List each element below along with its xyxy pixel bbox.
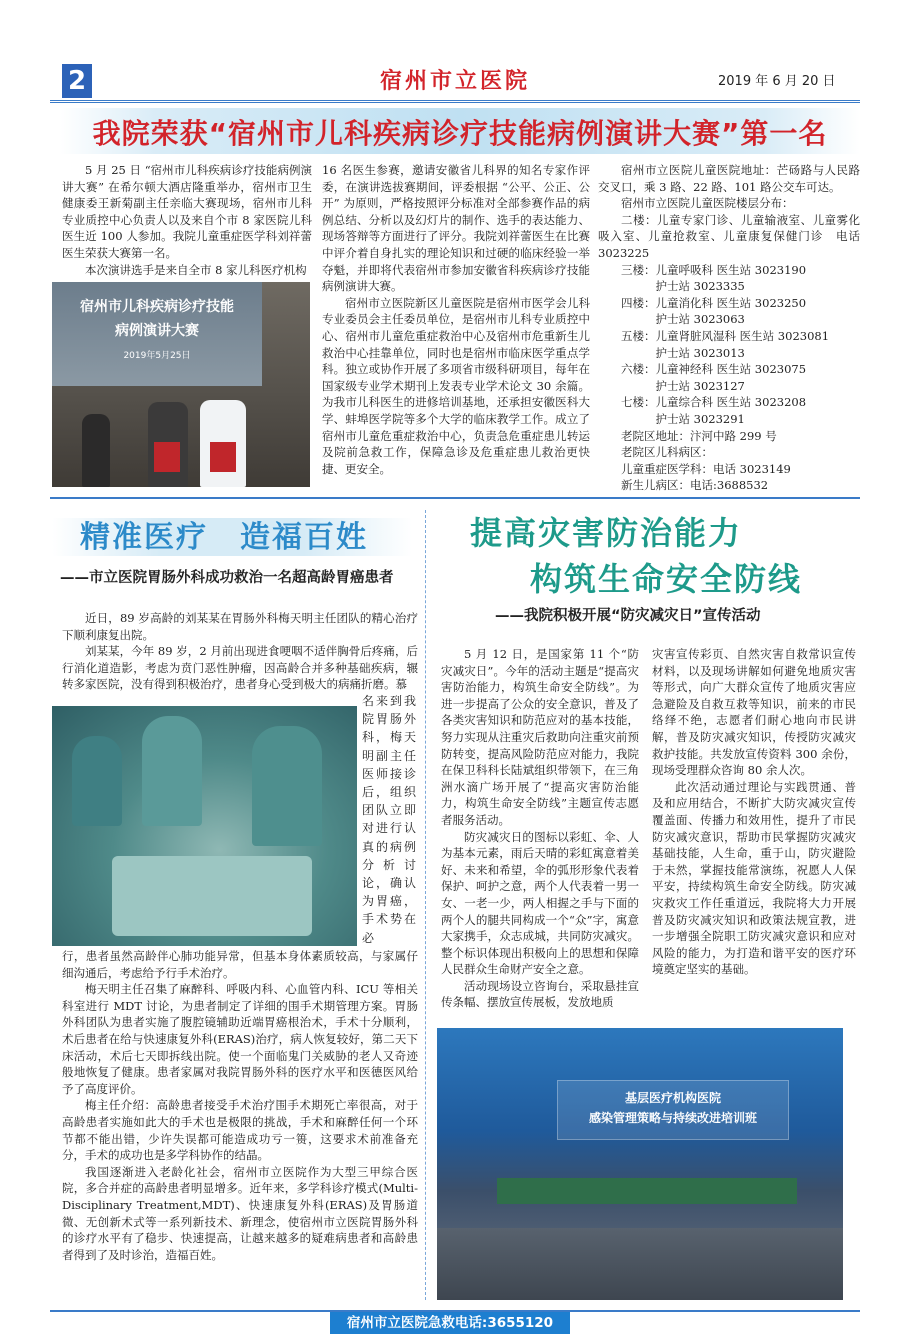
audience (437, 1228, 843, 1300)
paragraph: 灾害宣传彩页、自然灾害自救常识宣传材料，以及现场讲解如何避免地质灾害等形式，向广大群众宣传了地质灾害应急避险及自救互救等知识，前来的市民络绎不绝，志愿者们耐心地向市民讲解，普及防灾减灾知识，传授防灾减灾救护技能。共发放宣传资料 300 余份，现场受理群众咨询 80 余人次。 (652, 647, 856, 778)
article3-column-1 (441, 646, 639, 1011)
paper-name: 宿州市立医院 (380, 69, 531, 94)
paragraph: 防灾减灾日的图标以彩虹、伞、人为基本元素，雨后天晴的彩虹寓意着美好、未来和希望，伞的弧形形象代表着保护、呵护之意，两个人代表着一男一女、一老一少，两人相握之手与下面的两个人的腿共同构成一个“众”字，寓意大家携手，众志成城，共同防灾减灾。整个标识体现出积极向上的思想和保障人民群众生命财产安全之意。 (441, 829, 639, 977)
contact-line: 护士站 3023013 (621, 345, 745, 360)
contact-line: 五楼：儿童肾脏风湿科 医生站 3023081 (621, 328, 830, 343)
person-figure (82, 414, 110, 487)
article3-title-line-2: 构筑生命安全防线 (530, 560, 803, 598)
surgeon-figure (72, 736, 122, 826)
surgical-drape (112, 856, 312, 936)
issue-date: 2019 年 6 月 20 日 (718, 74, 836, 89)
contact-line: 护士站 3023291 (621, 411, 745, 426)
paragraph: 行，患者虽然高龄伴心肺功能异常，但基本身体素质较高，与家属仔细沟通后，考虑给予行手术治疗。 (62, 949, 418, 980)
paragraph: 活动现场设立咨询台，采取悬挂宣传条幅、摆放宣传展板，发放地质 (441, 978, 639, 1010)
surgeon-figure (142, 716, 202, 826)
contact-line: 六楼：儿童神经科 医生站 3023075 (621, 362, 807, 377)
article3-column-2 (652, 646, 856, 978)
paragraph: 5 月 25 日 “宿州市儿科疾病诊疗技能病例演讲大赛” 在希尔顿大酒店隆重举办，宿州市卫生健康委王新菊副主任亲临大赛现场，宿州市儿科专业质控中心负责人以及来自个市 8 家医院儿科医生近 100 人参加。我院儿童重症医学科刘祥蕾医生荣获大赛第一名。 (62, 163, 312, 260)
article2-top-text (62, 610, 418, 693)
article1-column-3 (598, 162, 860, 494)
article3-title-line-1: 提高灾害防治能力 (470, 514, 743, 552)
surgery-photo (52, 706, 357, 946)
training-session-photo (437, 1028, 843, 1300)
contact-line: 四楼：儿童消化科 医生站 3023250 (621, 295, 807, 310)
paragraph: 梅主任介绍：高龄患者接受手术治疗围手术期死亡率很高，对于高龄患者实施如此大的手术也是极限的挑战，手术和麻醉任何一个环节都不能出错，少许失误都可能造成功亏一篑，这要求术前准备充分，手术的成功也是多学科协作的结晶。 (62, 1098, 418, 1163)
article2-title: 精准医疗 造福百姓 (80, 520, 368, 555)
article1-column-2 (322, 162, 590, 477)
contact-line: 新生儿病区：电话:3688532 (621, 478, 769, 493)
paragraph: 宿州市立医院新区儿童医院是宿州市医学会儿科专业委员会主任委员单位，是宿州市儿科专业质控中心、宿州市儿童危重症救治中心及宿州市危重新生儿救治中心挂靠单位，同时也是宿州市临床医学重点学科。独立或协作开展了多项省市级科研项目，每年在国家级专业学术期刊上发表专业学术论文 30 余篇。为我市儿科医生的进修培训基地，还承担安徽医科大学、蚌埠医学院等多个大学的临床教学工作。成立了宿州市儿童危重症救治中心，负责急危重症患儿转运及院前急救工作，保障急诊及危重症患儿救治更快捷、更安全。 (322, 295, 590, 476)
column-divider (425, 510, 428, 1300)
article2-side-text: 名来到我院胃肠外科，梅天明副主任医师接诊后，组织团队立即对进行认真的病例分析讨论，确认为胃癌，手术势在必 (362, 694, 416, 945)
contact-line: 护士站 3023063 (621, 312, 745, 327)
certificate (154, 442, 180, 472)
certificate (210, 442, 236, 472)
contact-line: 七楼：儿童综合科 医生站 3023208 (621, 395, 807, 410)
paragraph: 近日，89 岁高龄的刘某某在胃肠外科梅天明主任团队的精心治疗下顺利康复出院。 (62, 611, 418, 642)
section-divider (50, 497, 860, 499)
paragraph: 我国逐渐进入老龄化社会，宿州市立医院作为大型三甲综合医院，多合并症的高龄患者明显增多。近年来，多学科诊疗模式(Multi-Disciplinary Treatment,MDT)、快速康复外科(ERAS)及胃肠道微、无创新术式等一系列新技术、新理念，使宿州市立医院胃肠外科的诊疗水平有了稳步、快速提高，让越来越多的疑难病患者和高龄患者得到了及时诊治，造福百姓。 (62, 1164, 418, 1262)
award-photo (52, 282, 310, 487)
article1-column-1 (62, 162, 312, 278)
contact-line: 老院区儿科病区： (621, 445, 713, 460)
paragraph: 刘某某，今年 89 岁，2 月前出现进食哽咽不适伴胸骨后疼痛，后行消化道造影，考虑为贲门恶性肿瘤，因高龄合并多种基础疾病，辗转多家医院，没有得到积极治疗，患者身心受到极大的病痛折磨。慕 (62, 644, 418, 692)
stage-screen: 宿州市儿科疾病诊疗技能 病例演讲大赛 2019年5月25日 (52, 282, 262, 386)
contact-line: 护士站 3023335 (621, 279, 745, 294)
paragraph: 梅天明主任召集了麻醉科、呼吸内科、心血管内科、ICU 等相关科室进行 MDT 讨论，为患者制定了详细的围手术期管理方案。胃肠外科团队为患者实施了腹腔镜辅助近端胃癌根治术，手术十分顺利，术后患者在给与快速康复外科(ERAS)治疗，病人恢复较好，第二天下床活动，术后七天即拆线出院。使一个面临鬼门关威胁的老人又奇迹般地恢复了健康。患者家属对我院胃肠外科的医疗水平和医德医风给予了高度评价。 (62, 982, 418, 1096)
surgeon-figure (252, 726, 322, 846)
contact-line: 儿童重症医学科：电话 3023149 (621, 461, 791, 476)
paragraph: 此次活动通过理论与实践贯通、普及和应用结合，不断扩大防灾减灾宣传覆盖面、传播力和效用性，提升了市民防灾减灾意识，帮助市民掌握防灾减灾基础技能，人生命，重于山，防灾避险于未然，掌握技能常演练，祝愿人人保平安，持续构筑生命安全防线。防灾减灾救灾工作任重道远，我院将大力开展普及防灾减灾知识和政策法规宣教，进一步增强全院职工防灾减灾意识和应对风险的能力，为打造和谐平安的医疗环境奠定坚实的基础。 (652, 779, 856, 977)
page-number: 2 (62, 64, 92, 98)
article3-subtitle: ——我院积极开展“防灾减灾日”宣传活动 (495, 608, 761, 624)
paragraph: 本次演讲选手是来自全市 8 家儿科医疗机构 (85, 262, 307, 277)
contact-line: 老院区地址：汴河中路 299 号 (621, 428, 777, 443)
contact-line: 护士站 3023127 (621, 378, 745, 393)
article1-headline: 我院荣获“宿州市儿科疾病诊疗技能病例演讲大赛”第一名 (92, 117, 828, 150)
contact-line: 三楼：儿童呼吸科 医生站 3023190 (621, 262, 807, 277)
paragraph: 16 名医生参赛，邀请安徽省儿科界的知名专家作评委，在演讲选拔赛期间，评委根据 “公平、公正、公开” 为原则，严格按照评分标准对全部参赛作品的病例总结、分析以及幻灯片的制作、选手的表达能力、现场答辩等方面进行了评分。我院刘祥蕾医生在比赛中评介着自身扎实的理论知识和过硬的临床经验一举夺魁，并即将代表宿州市参加安徽省科疾病诊疗技能病例演讲大赛。 (322, 163, 590, 294)
paragraph: 5 月 12 日，是国家第 11 个“防灾减灾日”。今年的活动主题是“提高灾害防治能力，构筑生命安全防线”。为进一步提高了公众的安全意识，普及了各类灾害知识和防范应对的基本技能，努力实现从注重灾后救助向注重灾前预防转变，提高风险防范应对能力，我院在保卫科科长陆斌组织带领下，在三角洲水滴广场开展了“提高灾害防治能力，构筑生命安全防线”主题宣传志愿者服务活动。 (441, 647, 639, 827)
emergency-hotline: 宿州市立医院急救电话:3655120 (330, 1312, 570, 1334)
paragraph: 二楼：儿童专家门诊、儿童输液室、儿童雾化吸入室、儿童抢救室、儿童康复保健门诊 电话 3023225 (598, 212, 860, 260)
article2-bottom-text (62, 948, 418, 1263)
paragraph: 宿州市立医院儿童医院楼层分布： (621, 196, 794, 211)
paragraph: 宿州市立医院儿童医院地址：芒砀路与人民路交叉口，乘 3 路、22 路、101 路公交车可达。 (598, 163, 860, 194)
head-table (497, 1178, 797, 1204)
article2-subtitle: ——市立医院胃肠外科成功救治一名超高龄胃癌患者 (60, 570, 394, 586)
stage-banner: 基层医疗机构医院 感染管理策略与持续改进培训班 (557, 1080, 789, 1140)
